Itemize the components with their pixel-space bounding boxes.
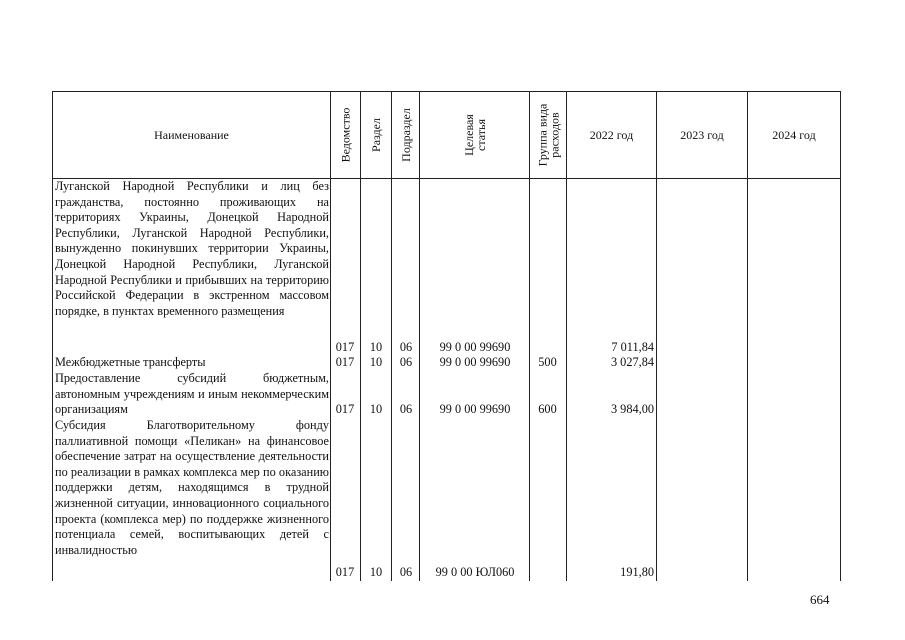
header-podrazdel <box>392 92 419 178</box>
row-0-name: Луганской Народной Республики и лиц без гражданства, постоянно проживающих на территориях Украины, Донецкой Народной Республики, Луганской Народной Республики, вынужденно покинувших территории Украины, Донецкой Народной Республики, Луганской Народной Республики и прибывших на территорию Российской Федерации в экстренном массовом порядке, в пунктах временного размещения <box>55 179 329 318</box>
row-2-2022: 3 984,00 <box>610 402 654 416</box>
header-razdel <box>361 92 391 178</box>
header-gruppa-line1: Группа вида <box>535 103 549 167</box>
row-2-razdel: 10 <box>369 402 383 416</box>
row-3-2022: 191,80 <box>620 565 654 579</box>
col-border-right <box>840 91 841 581</box>
header-celevaya-label <box>462 114 486 156</box>
row-2-vedomstvo: 017 <box>335 402 355 416</box>
row-1-podrazdel: 06 <box>399 355 413 369</box>
header-2024 <box>748 92 840 178</box>
header-razdel-label: Раздел <box>369 118 384 152</box>
header-podrazdel-label: Подраздел <box>398 108 413 162</box>
row-1-name: Межбюджетные трансферты <box>55 355 206 369</box>
header-2024-label: 2024 год <box>772 128 816 142</box>
header-gruppa <box>530 92 566 178</box>
row-0-podrazdel: 06 <box>399 340 413 354</box>
row-3-name: Субсидия Благотворительному фонду паллиативной помощи «Пеликан» на финансовое обеспечение затрат на осуществление деятельности по реализации в рамках комплекса мер по оказанию поддержки детям, находящимся в трудной жизненной ситуации, инновационного социального проекта (комплекса мер) по поддержке жизненного потенциала семей, воспитывающих детей с инвалидностью <box>55 418 329 557</box>
header-celevaya-line1: Целевая <box>461 114 476 156</box>
row-3-razdel: 10 <box>369 565 383 579</box>
header-2023 <box>657 92 747 178</box>
row-1-vedomstvo: 017 <box>335 355 355 369</box>
row-2-gruppa: 600 <box>538 402 557 416</box>
row-1-razdel: 10 <box>369 355 383 369</box>
page-number: 664 <box>810 592 830 607</box>
row-0-razdel: 10 <box>369 340 383 354</box>
row-1-2022: 3 027,84 <box>610 355 654 369</box>
row-1-celevaya: 99 0 00 99690 <box>439 355 511 369</box>
header-vedomstvo-label: Ведомство <box>338 107 353 163</box>
header-gruppa-label <box>536 104 560 167</box>
row-2-podrazdel: 06 <box>399 402 413 416</box>
header-gruppa-line2: расходов <box>547 112 561 158</box>
row-2-name: Предоставление субсидий бюджетным, автономным учреждениям и иным некоммерческим организациям <box>55 371 329 417</box>
header-2022 <box>567 92 656 178</box>
header-name-label: Наименование <box>154 128 229 142</box>
header-2023-label: 2023 год <box>680 128 724 142</box>
row-2-celevaya: 99 0 00 99690 <box>439 402 511 416</box>
header-name <box>53 92 330 178</box>
header-celevaya-line2: статья <box>473 119 488 151</box>
row-1-gruppa: 500 <box>538 355 557 369</box>
row-3-vedomstvo: 017 <box>335 565 355 579</box>
row-3-celevaya: 99 0 00 ЮЛ060 <box>435 565 515 579</box>
row-3-podrazdel: 06 <box>399 565 413 579</box>
header-2022-label: 2022 год <box>589 128 634 142</box>
row-0-vedomstvo: 017 <box>335 340 355 354</box>
header-celevaya <box>420 92 529 178</box>
header-vedomstvo <box>331 92 360 178</box>
row-0-2022: 7 011,84 <box>611 340 654 354</box>
row-0-celevaya: 99 0 00 99690 <box>439 340 511 354</box>
